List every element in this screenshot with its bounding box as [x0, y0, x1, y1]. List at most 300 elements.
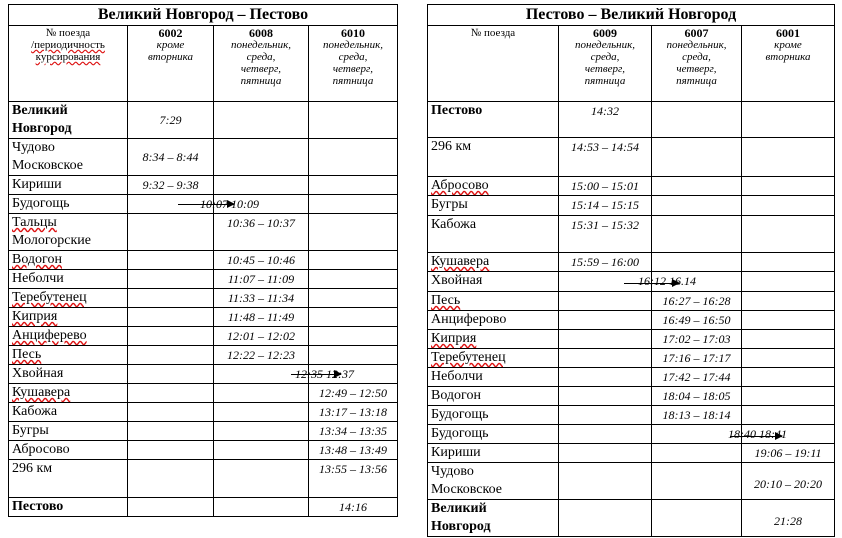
- time-cell: [309, 176, 398, 195]
- station-name: [9, 270, 128, 289]
- time-value: 13:17 – 13:18: [319, 405, 387, 419]
- time-value: 12:49 – 12:50: [319, 386, 387, 400]
- time-value: 12:01 – 12:02: [227, 329, 295, 343]
- time-cell: [652, 349, 742, 368]
- time-cell: [742, 406, 835, 425]
- station-name-line: Анциферево: [12, 328, 87, 343]
- train-periodicity: пятница: [240, 75, 282, 87]
- station-name: [428, 272, 559, 292]
- time-cell: [742, 463, 835, 500]
- time-cell: [128, 498, 214, 517]
- train-number-label-line: курсирования: [35, 51, 101, 63]
- station-name-line: Мологорские: [12, 233, 92, 248]
- train-periodicity: понедельник,: [574, 39, 636, 51]
- station-name: [9, 214, 128, 251]
- station-name-line: Пестово: [431, 103, 483, 118]
- station-row: [428, 349, 835, 368]
- train-header-6008: [214, 26, 309, 102]
- time-value: 18:04 – 18:05: [662, 389, 731, 403]
- time-cell: [742, 330, 835, 349]
- time-cell: [559, 177, 652, 196]
- station-name-line: Киприя: [431, 331, 477, 346]
- time-cell: [214, 289, 309, 308]
- time-cell: [559, 406, 652, 425]
- time-value: [217, 102, 305, 111]
- time-value: 13:55 – 13:56: [319, 462, 387, 476]
- station-name-line: Чудово: [431, 464, 474, 479]
- time-cell: [214, 102, 309, 139]
- time-value: 10:09: [231, 197, 259, 211]
- time-cell: [214, 327, 309, 346]
- time-cell: [652, 406, 742, 425]
- train-number-label-line: /периодичность: [31, 39, 105, 51]
- station-row: [428, 216, 835, 253]
- station-row: [9, 441, 398, 460]
- train-periodicity: среда,: [338, 51, 368, 63]
- time-cell: [652, 216, 742, 253]
- time-cell: [214, 139, 309, 176]
- station-name: [9, 365, 128, 384]
- train-number: 6008: [249, 26, 273, 40]
- station-row: [9, 422, 398, 441]
- time-cell: [214, 460, 309, 498]
- station-name-line: Водогон: [12, 252, 62, 267]
- time-value: [562, 500, 648, 512]
- time-cell: [742, 500, 835, 537]
- station-name-line: 296 км: [12, 461, 53, 476]
- station-row: [9, 327, 398, 346]
- station-name-line: Абросово: [12, 442, 70, 457]
- station-row: [9, 346, 398, 365]
- station-row: [9, 308, 398, 327]
- station-row: [428, 138, 835, 177]
- station-name-line: Будогощь: [431, 426, 489, 441]
- time-value: [562, 463, 648, 475]
- station-name: [428, 425, 559, 444]
- time-cell: [309, 327, 398, 346]
- time-value: 14:16: [339, 500, 367, 514]
- station-name: [9, 460, 128, 498]
- train-number-label-line: № поезда: [45, 27, 91, 39]
- time-value: 19:06 – 19:11: [754, 446, 822, 460]
- time-value: 20:10 – 20:20: [754, 477, 822, 491]
- station-name: [428, 330, 559, 349]
- train-periodicity: среда,: [246, 51, 276, 63]
- station-name: [428, 292, 559, 311]
- time-cell: [559, 196, 652, 216]
- station-name: [9, 441, 128, 460]
- station-name: [428, 444, 559, 463]
- transfer-arrow-icon: [730, 436, 782, 437]
- station-row: [9, 251, 398, 270]
- station-row: [9, 403, 398, 422]
- station-row: [9, 176, 398, 195]
- time-cell: [652, 425, 756, 444]
- time-cell: [742, 272, 835, 292]
- station-name: [9, 422, 128, 441]
- time-cell: [742, 196, 835, 216]
- station-row: [9, 270, 398, 289]
- train-periodicity: четверг,: [332, 63, 374, 75]
- train-periodicity: понедельник,: [666, 39, 727, 51]
- station-row: [9, 384, 398, 403]
- time-value: 14:32: [591, 104, 619, 118]
- station-name-line: Теребутенец: [12, 290, 87, 305]
- station-name-line: Кабожа: [12, 404, 58, 419]
- transfer-arrow-icon: [624, 283, 679, 284]
- time-cell: [742, 253, 835, 272]
- time-value: 17:42 – 17:44: [662, 370, 731, 384]
- time-cell: [309, 289, 398, 308]
- time-value: [217, 139, 305, 148]
- time-cell: [128, 308, 214, 327]
- time-cell: [742, 387, 835, 406]
- title-row: [428, 5, 835, 26]
- station-name: [9, 176, 128, 195]
- time-cell: [559, 387, 652, 406]
- station-name: [428, 102, 559, 138]
- station-name: [9, 308, 128, 327]
- time-cell: [652, 196, 742, 216]
- train-periodicity: четверг,: [584, 63, 626, 75]
- train-periodicity: понедельник,: [322, 39, 384, 51]
- time-value: [655, 500, 738, 512]
- time-cell: [559, 463, 652, 500]
- station-name-line: Бугры: [12, 423, 49, 438]
- time-cell: [214, 251, 309, 270]
- train-periodicity: четверг,: [676, 63, 717, 75]
- time-cell: [742, 368, 835, 387]
- station-row: [428, 253, 835, 272]
- train-periodicity: кроме: [156, 39, 185, 51]
- time-value: [655, 463, 738, 475]
- time-cell: [214, 441, 309, 460]
- station-name: [9, 251, 128, 270]
- time-cell: [214, 346, 309, 365]
- train-periodicity: пятница: [676, 75, 717, 87]
- train-periodicity: вторника: [147, 51, 194, 63]
- station-row: [428, 311, 835, 330]
- station-name: [9, 327, 128, 346]
- time-value: 15:59 – 16:00: [571, 255, 639, 269]
- station-row: [428, 500, 835, 537]
- station-name-line: Неболчи: [12, 271, 64, 286]
- time-cell: [652, 444, 742, 463]
- station-name: [428, 138, 559, 177]
- train-number: 6007: [684, 26, 709, 40]
- time-cell: [309, 403, 398, 422]
- station-name: [9, 139, 128, 176]
- time-cell: [128, 365, 214, 384]
- time-cell: [652, 311, 742, 330]
- station-name-line: Новгород: [431, 519, 491, 534]
- station-name-line: Будогощь: [431, 407, 489, 422]
- station-row: [428, 425, 835, 444]
- time-cell: [652, 387, 742, 406]
- time-cell: [559, 292, 652, 311]
- time-value: 16.14: [669, 274, 696, 288]
- time-cell: [128, 289, 214, 308]
- time-value: 12:35: [295, 367, 323, 381]
- time-value: 10:36 – 10:37: [227, 216, 295, 230]
- station-name-line: Пестово: [12, 499, 64, 514]
- train-periodicity: пятница: [332, 75, 374, 87]
- time-cell: [652, 102, 742, 138]
- time-value: 9:32 – 9:38: [142, 178, 199, 192]
- time-cell: [742, 138, 835, 177]
- station-row: [428, 272, 835, 292]
- time-value: 10:45 – 10:46: [227, 253, 295, 267]
- time-cell: [128, 102, 214, 139]
- time-cell: [652, 253, 742, 272]
- time-cell: [309, 346, 398, 365]
- train-periodicity: среда,: [682, 51, 711, 63]
- train-number-label-line: № поезда: [470, 27, 516, 39]
- time-value: 17:02 – 17:03: [662, 332, 731, 346]
- time-cell: [309, 195, 398, 214]
- time-value: 11:33 – 11:34: [227, 291, 295, 305]
- station-row: [9, 460, 398, 498]
- station-name-line: Кириши: [431, 445, 481, 460]
- time-cell: [309, 270, 398, 289]
- time-cell: [559, 272, 666, 292]
- time-cell: [128, 176, 214, 195]
- train-number-label: [9, 26, 128, 102]
- station-name: [9, 195, 128, 214]
- station-name: [428, 406, 559, 425]
- time-value: 17:16 – 17:17: [662, 351, 731, 365]
- station-name-line: 296 км: [431, 139, 472, 154]
- train-periodicity: четверг,: [240, 63, 282, 75]
- train-periodicity: понедельник,: [230, 39, 292, 51]
- time-value: [312, 102, 394, 111]
- time-value: 16:49 – 16:50: [662, 313, 731, 327]
- station-name-line: Чудово: [12, 140, 55, 155]
- time-cell: [128, 214, 214, 251]
- time-cell: [652, 272, 742, 292]
- time-value: 12:37: [326, 367, 354, 381]
- station-name-line: Будогощь: [12, 196, 70, 211]
- station-name: [9, 498, 128, 517]
- timetable-novgorod-pestovo: [8, 4, 398, 517]
- time-value: 10:07: [200, 197, 228, 211]
- station-name-line: Неболчи: [431, 369, 483, 384]
- time-cell: [742, 311, 835, 330]
- station-name-line: Новгород: [12, 121, 72, 136]
- station-row: [428, 463, 835, 500]
- time-value: 11:48 – 11:49: [227, 310, 295, 324]
- time-cell: [652, 292, 742, 311]
- time-value: 12:22 – 12:23: [227, 348, 295, 362]
- station-row: [428, 102, 835, 138]
- time-cell: [652, 330, 742, 349]
- time-cell: [742, 444, 835, 463]
- time-cell: [214, 308, 309, 327]
- time-cell: [309, 308, 398, 327]
- time-cell: [559, 500, 652, 537]
- time-cell: [128, 460, 214, 498]
- station-row: [428, 330, 835, 349]
- time-cell: [128, 422, 214, 441]
- station-name-line: Бугры: [431, 197, 468, 212]
- time-value: 16:27 – 16:28: [662, 294, 731, 308]
- time-cell: [309, 498, 398, 517]
- time-cell: [559, 216, 652, 253]
- time-value: 15:00 – 15:01: [571, 179, 639, 193]
- time-cell: [309, 251, 398, 270]
- time-cell: [559, 444, 652, 463]
- time-cell: [742, 216, 835, 253]
- time-cell: [309, 102, 398, 139]
- time-cell: [128, 251, 214, 270]
- time-cell: [559, 349, 652, 368]
- station-row: [428, 177, 835, 196]
- time-cell: [309, 422, 398, 441]
- time-value: 7:29: [159, 113, 182, 127]
- timetable-pestovo-novgorod: [427, 4, 835, 537]
- station-name: [428, 387, 559, 406]
- station-name: [428, 311, 559, 330]
- time-cell: [652, 463, 742, 500]
- time-value: 18:13 – 18:14: [662, 408, 731, 422]
- station-name-line: Кушавера: [12, 385, 71, 400]
- station-name: [428, 368, 559, 387]
- time-cell: [214, 403, 309, 422]
- station-row: [9, 139, 398, 176]
- station-row: [9, 498, 398, 517]
- station-name-line: Кушавера: [431, 254, 490, 269]
- time-value: 21:28: [774, 514, 802, 528]
- station-name: [428, 177, 559, 196]
- train-number-label: [428, 26, 559, 102]
- station-name-line: Водогон: [431, 388, 481, 403]
- time-cell: [559, 330, 652, 349]
- station-name-line: Кабожа: [431, 217, 477, 232]
- train-header-6001: [742, 26, 835, 102]
- station-name: [9, 384, 128, 403]
- station-row: [428, 444, 835, 463]
- station-name: [428, 253, 559, 272]
- station-name-line: Теребутенец: [431, 350, 506, 365]
- time-value: 18:41: [759, 427, 787, 441]
- station-row: [9, 214, 398, 251]
- time-cell: [309, 214, 398, 251]
- station-row: [428, 406, 835, 425]
- time-cell: [559, 425, 652, 444]
- time-value: 16:12: [638, 274, 666, 288]
- station-name: [428, 463, 559, 500]
- time-cell: [652, 138, 742, 177]
- time-cell: [742, 292, 835, 311]
- station-name-line: Великий: [12, 103, 68, 118]
- time-value: 8:34 – 8:44: [142, 150, 199, 164]
- time-cell: [559, 138, 652, 177]
- train-periodicity: кроме: [774, 39, 802, 51]
- time-cell: [128, 327, 214, 346]
- station-row: [428, 387, 835, 406]
- station-row: [428, 292, 835, 311]
- time-cell: [652, 500, 742, 537]
- time-value: 11:07 – 11:09: [227, 272, 295, 286]
- time-cell: [214, 498, 309, 517]
- station-row: [9, 289, 398, 308]
- station-name: [9, 346, 128, 365]
- time-value: 18:40: [728, 427, 756, 441]
- time-cell: [652, 177, 742, 196]
- time-value: 13:34 – 13:35: [319, 424, 387, 438]
- time-cell: [742, 349, 835, 368]
- train-periodicity: вторника: [765, 51, 811, 63]
- station-row: [428, 196, 835, 216]
- train-header-6007: [652, 26, 742, 102]
- time-cell: [128, 441, 214, 460]
- station-name-line: Кириши: [12, 177, 62, 192]
- station-name-line: Хвойная: [431, 273, 483, 288]
- time-cell: [214, 422, 309, 441]
- time-cell: [742, 102, 835, 138]
- time-value: [312, 139, 394, 148]
- train-number: 6010: [341, 26, 365, 40]
- time-cell: [214, 176, 309, 195]
- station-row: [9, 102, 398, 139]
- train-periodicity: среда,: [590, 51, 620, 63]
- station-name-line: Московское: [431, 482, 502, 497]
- time-cell: [559, 311, 652, 330]
- train-header-6009: [559, 26, 652, 102]
- time-cell: [309, 460, 398, 498]
- station-name-line: Тальцы: [12, 215, 57, 230]
- station-name: [428, 196, 559, 216]
- time-cell: [214, 214, 309, 251]
- station-name-line: Хвойная: [12, 366, 64, 381]
- station-name-line: Киприя: [12, 309, 58, 324]
- title-row: [9, 5, 398, 26]
- station-row: [428, 368, 835, 387]
- time-cell: [128, 346, 214, 365]
- time-cell: [309, 441, 398, 460]
- time-cell: [128, 270, 214, 289]
- time-cell: [128, 403, 214, 422]
- train-number: 6001: [776, 26, 800, 40]
- station-name-line: Абросово: [431, 178, 489, 193]
- station-name: [428, 500, 559, 537]
- station-name-line: Московское: [12, 158, 83, 173]
- header-row: [428, 26, 835, 102]
- time-cell: [559, 253, 652, 272]
- transfer-arrow-icon: [178, 204, 234, 205]
- time-value: 13:48 – 13:49: [319, 443, 387, 457]
- time-cell: [742, 177, 835, 196]
- station-name: [9, 289, 128, 308]
- station-name-line: Песь: [431, 293, 461, 308]
- time-cell: [309, 384, 398, 403]
- train-header-6002: [128, 26, 214, 102]
- time-cell: [742, 425, 835, 444]
- train-number: 6002: [158, 26, 183, 40]
- time-value: 14:53 – 14:54: [571, 140, 639, 154]
- train-number: 6009: [593, 26, 617, 40]
- train-periodicity: пятница: [584, 75, 626, 87]
- table-title: Пестово – Великий Новгород: [428, 5, 835, 26]
- station-name-line: Песь: [12, 347, 42, 362]
- train-header-6010: [309, 26, 398, 102]
- station-name: [9, 102, 128, 139]
- time-cell: [559, 102, 652, 138]
- time-cell: [214, 270, 309, 289]
- time-cell: [128, 384, 214, 403]
- header-row: [9, 26, 398, 102]
- table-title: Великий Новгород – Пестово: [9, 5, 398, 26]
